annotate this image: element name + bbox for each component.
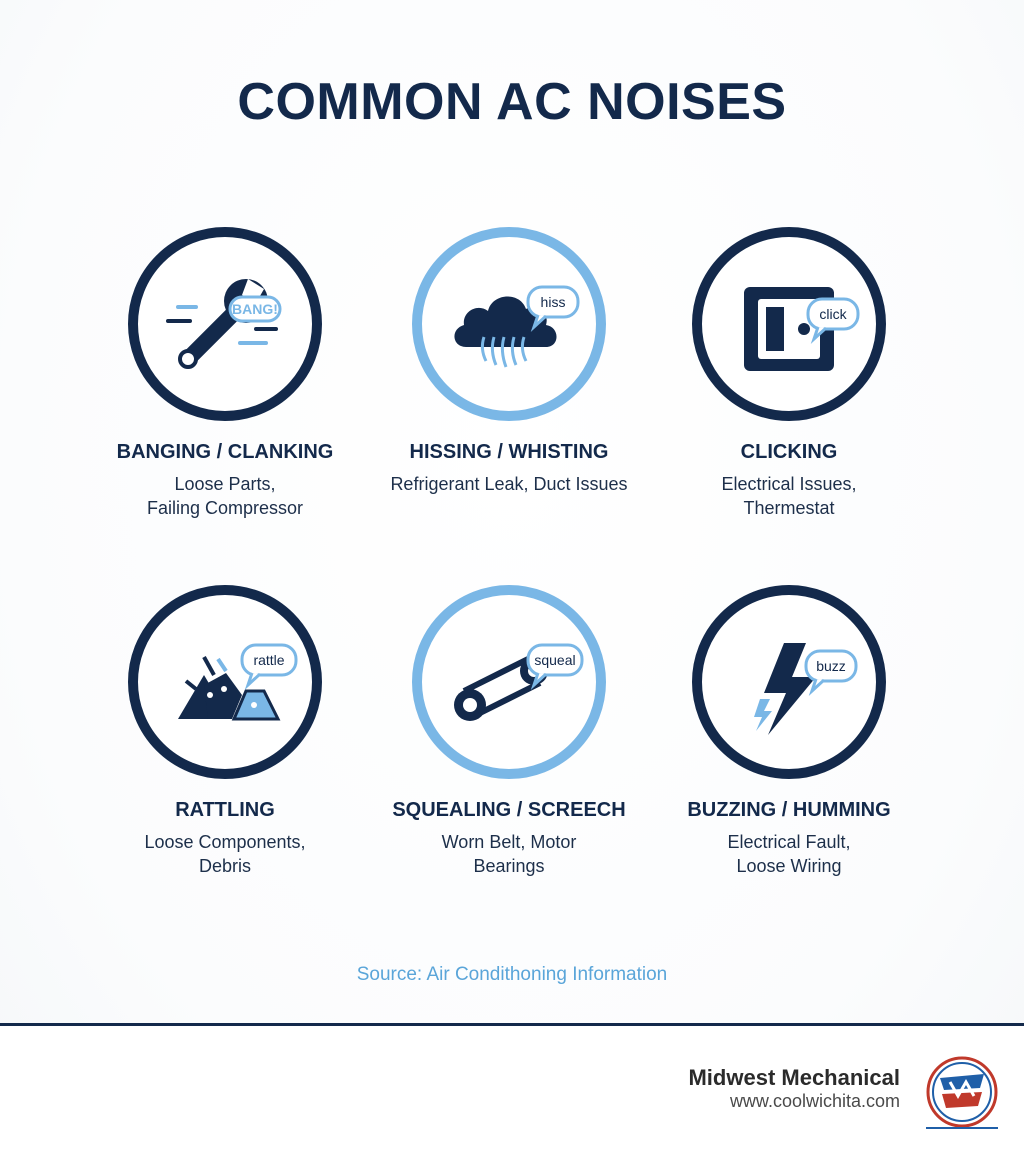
noise-description [359,472,659,496]
lightning-bolt-icon [702,595,876,769]
brand-name: Midwest Mechanical [688,1065,900,1090]
noise-title: CLICKING [740,441,838,463]
icon-ring [692,227,886,421]
description-line: Debris [198,856,251,876]
icon-ring [692,585,886,779]
midwest-mechanical-logo-icon [922,1052,1002,1132]
hiss-bubble-text: hiss [540,294,566,310]
description-line: Loose Wiring [736,856,842,876]
description-line: Worn Belt, Motor [441,832,577,852]
noise-title: BANGING / CLANKING [116,441,334,463]
description-line: Thermestat [743,498,835,518]
debris-rattle-icon [138,595,312,769]
source-citation: Source: Air Condithoning Information [356,964,668,985]
noise-title: HISSING / WHISTING [409,441,609,463]
icon-ring [128,227,322,421]
icon-ring [412,585,606,779]
electrical-switch-icon [702,237,876,411]
page-title: COMMON AC NOISES [237,73,787,131]
noise-description [75,830,375,878]
buzz-bubble-text: buzz [816,658,846,674]
squeal-bubble-text: squeal [534,652,576,668]
icon-ring [128,585,322,779]
belt-pulley-icon [422,595,596,769]
noise-title: RATTLING [175,799,275,821]
bang-bubble-text: BANG! [232,301,278,317]
noise-description [75,472,375,520]
noise-description [359,830,659,878]
rattle-bubble-text: rattle [253,652,285,668]
noise-description [639,472,939,520]
noise-title: SQUEALING / SCREECH [392,799,626,821]
click-bubble-text: click [819,306,847,322]
description-line: Loose Parts, [174,474,276,494]
description-line: Loose Components, [144,832,306,852]
icon-ring [412,227,606,421]
description-line: Electrical Issues, [721,474,857,494]
brand-url[interactable]: www.coolwichita.com [729,1091,900,1111]
description-line: Failing Compressor [146,498,304,518]
hissing-cloud-icon [422,237,596,411]
noise-description [639,830,939,878]
description-line: Bearings [473,856,545,876]
description-line: Refrigerant Leak, Duct Issues [390,474,628,494]
description-line: Electrical Fault, [727,832,851,852]
wrench-bang-icon [138,237,312,411]
noise-title: BUZZING / HUMMING [687,799,891,821]
